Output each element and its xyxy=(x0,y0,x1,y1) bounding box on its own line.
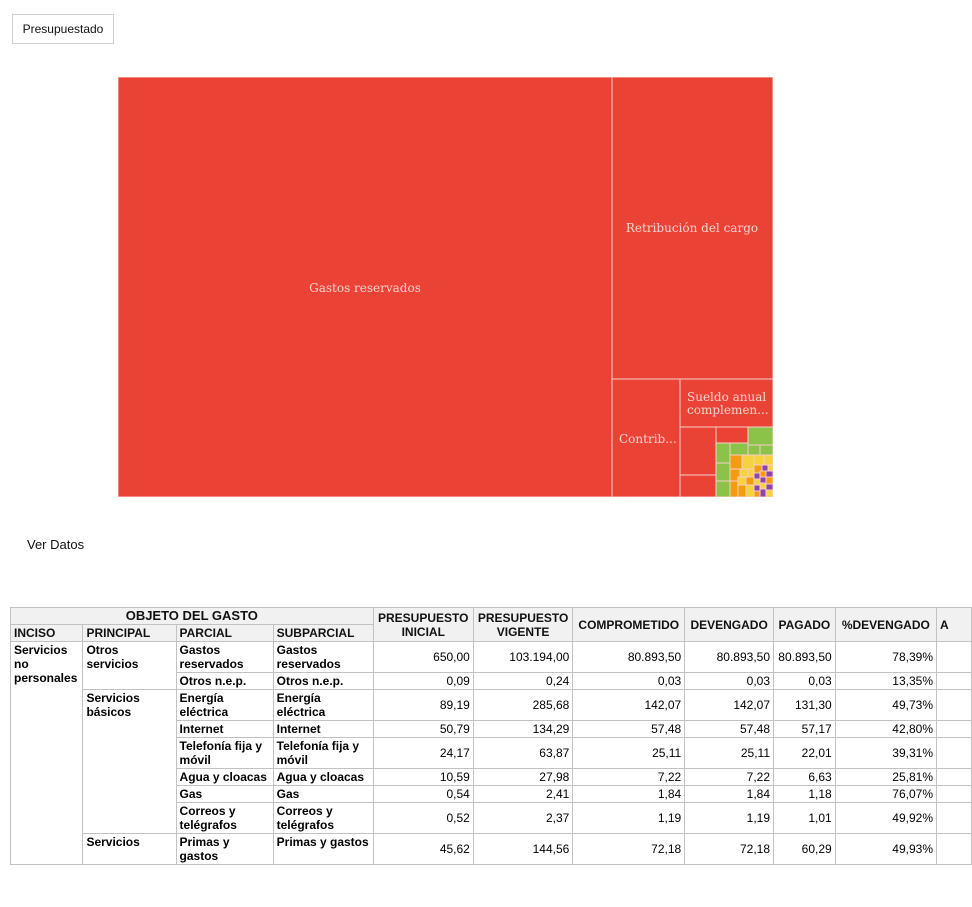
cell-comprometido: 7,22 xyxy=(573,769,685,786)
cell-extra xyxy=(937,769,972,786)
table-row xyxy=(11,690,972,721)
cell-presupuesto-vigente: 2,37 xyxy=(473,803,572,834)
cell-pagado: 0,03 xyxy=(774,673,836,690)
treemap-tile-small[interactable] xyxy=(716,427,748,443)
cell-extra xyxy=(937,690,972,721)
header-presupuesto-vigente[interactable]: PRESUPUESTO VIGENTE xyxy=(473,608,572,642)
cell-parcial: Gastos reservados xyxy=(176,642,273,673)
treemap-tile-small[interactable] xyxy=(738,477,746,485)
cell-pagado: 80.893,50 xyxy=(774,642,836,673)
cell-extra xyxy=(937,673,972,690)
cell-presupuesto-vigente: 285,68 xyxy=(473,690,572,721)
treemap-label-gastos-reservados: Gastos reservados xyxy=(309,281,421,295)
header-subparcial[interactable]: SUBPARCIAL xyxy=(273,625,373,642)
header-parcial[interactable]: PARCIAL xyxy=(176,625,273,642)
treemap-tile-small[interactable] xyxy=(760,477,766,483)
cell-pct-devengado: 78,39% xyxy=(835,642,936,673)
cell-subparcial: Energía eléctrica xyxy=(273,690,373,721)
cell-subparcial: Internet xyxy=(273,721,373,738)
treemap-tile-small[interactable] xyxy=(754,479,760,485)
cell-pagado: 1,18 xyxy=(774,786,836,803)
cell-pagado: 131,30 xyxy=(774,690,836,721)
cell-presupuesto-vigente: 103.194,00 xyxy=(473,642,572,673)
treemap-tile-small[interactable] xyxy=(754,485,760,491)
cell-presupuesto-vigente: 2,41 xyxy=(473,786,572,803)
header-presupuesto-inicial[interactable]: PRESUPUESTO INICIAL xyxy=(373,608,473,642)
data-table xyxy=(10,607,972,865)
cell-comprometido: 80.893,50 xyxy=(573,642,685,673)
header-extra-column[interactable]: A xyxy=(937,608,972,642)
cell-parcial: Energía eléctrica xyxy=(176,690,273,721)
header-objeto-del-gasto: OBJETO DEL GASTO xyxy=(11,608,374,625)
cell-pct-devengado: 49,93% xyxy=(835,834,936,865)
cell-presupuesto-inicial: 0,52 xyxy=(373,803,473,834)
cell-devengado: 1,19 xyxy=(685,803,774,834)
cell-presupuesto-inicial: 650,00 xyxy=(373,642,473,673)
cell-parcial: Internet xyxy=(176,721,273,738)
cell-devengado: 25,11 xyxy=(685,738,774,769)
cell-parcial: Primas y gastos xyxy=(176,834,273,865)
cell-presupuesto-inicial: 0,09 xyxy=(373,673,473,690)
treemap-tile-small[interactable] xyxy=(766,484,773,490)
cell-pct-devengado: 49,73% xyxy=(835,690,936,721)
presupuestado-toggle-button[interactable]: Presupuestado xyxy=(12,14,114,44)
cell-presupuesto-inicial: 10,59 xyxy=(373,769,473,786)
treemap-chart xyxy=(118,77,773,497)
cell-comprometido: 0,03 xyxy=(573,673,685,690)
cell-subparcial: Otros n.e.p. xyxy=(273,673,373,690)
cell-presupuesto-inicial: 0,54 xyxy=(373,786,473,803)
cell-parcial: Otros n.e.p. xyxy=(176,673,273,690)
cell-pct-devengado: 39,31% xyxy=(835,738,936,769)
treemap-tile-small[interactable] xyxy=(754,455,764,465)
treemap-tile-small[interactable] xyxy=(680,427,716,475)
treemap-tile-small[interactable] xyxy=(716,443,730,463)
cell-principal: Servicios xyxy=(83,834,176,865)
cell-subparcial: Primas y gastos xyxy=(273,834,373,865)
treemap-tile-small[interactable] xyxy=(730,443,748,455)
cell-devengado: 0,03 xyxy=(685,673,774,690)
cell-devengado: 7,22 xyxy=(685,769,774,786)
cell-extra xyxy=(937,834,972,865)
cell-comprometido: 25,11 xyxy=(573,738,685,769)
table-row xyxy=(11,834,972,865)
treemap-tile-small[interactable] xyxy=(738,485,746,497)
cell-comprometido: 142,07 xyxy=(573,690,685,721)
cell-extra xyxy=(937,721,972,738)
cell-subparcial: Telefonía fija y móvil xyxy=(273,738,373,769)
cell-presupuesto-vigente: 134,29 xyxy=(473,721,572,738)
header-comprometido[interactable]: COMPROMETIDO xyxy=(573,608,685,642)
treemap-label-retribucion-del-cargo: Retribución del cargo xyxy=(625,221,759,235)
treemap-tile-small[interactable] xyxy=(730,481,738,497)
cell-extra xyxy=(937,786,972,803)
treemap-tile-small[interactable] xyxy=(766,471,773,477)
header-principal[interactable]: PRINCIPAL xyxy=(83,625,176,642)
treemap-tile-small[interactable] xyxy=(766,477,773,484)
treemap-tile-small[interactable] xyxy=(748,427,773,445)
treemap-tile-small[interactable] xyxy=(764,455,773,465)
cell-comprometido: 1,19 xyxy=(573,803,685,834)
cell-pagado: 1,01 xyxy=(774,803,836,834)
treemap-label-sueldo-line2: complemen... xyxy=(687,403,769,417)
cell-parcial: Correos y telégrafos xyxy=(176,803,273,834)
treemap-tile-small[interactable] xyxy=(748,445,760,455)
cell-presupuesto-inicial: 24,17 xyxy=(373,738,473,769)
cell-pct-devengado: 25,81% xyxy=(835,769,936,786)
cell-pagado: 22,01 xyxy=(774,738,836,769)
header-pagado[interactable]: PAGADO xyxy=(774,608,836,642)
header-pct-devengado[interactable]: %DEVENGADO xyxy=(835,608,936,642)
table-row xyxy=(11,642,972,673)
treemap-tile-small[interactable] xyxy=(760,489,766,497)
cell-presupuesto-inicial: 45,62 xyxy=(373,834,473,865)
cell-pct-devengado: 49,92% xyxy=(835,803,936,834)
cell-pagado: 6,63 xyxy=(774,769,836,786)
ver-datos-link[interactable]: Ver Datos xyxy=(27,537,85,552)
header-inciso[interactable]: INCISO xyxy=(11,625,83,642)
treemap-tile-small[interactable] xyxy=(680,475,716,497)
cell-presupuesto-vigente: 63,87 xyxy=(473,738,572,769)
treemap-tile-small[interactable] xyxy=(762,465,768,471)
treemap-tile-small[interactable] xyxy=(746,477,754,485)
treemap-tile-small[interactable] xyxy=(768,465,773,471)
cell-subparcial: Gastos reservados xyxy=(273,642,373,673)
cell-extra xyxy=(937,738,972,769)
cell-presupuesto-vigente: 0,24 xyxy=(473,673,572,690)
cell-principal: Otros servicios xyxy=(83,642,176,690)
cell-comprometido: 72,18 xyxy=(573,834,685,865)
cell-pct-devengado: 13,35% xyxy=(835,673,936,690)
cell-comprometido: 1,84 xyxy=(573,786,685,803)
treemap-tile-small[interactable] xyxy=(742,455,754,469)
cell-devengado: 80.893,50 xyxy=(685,642,774,673)
treemap-tile-small[interactable] xyxy=(754,473,760,479)
cell-parcial: Agua y cloacas xyxy=(176,769,273,786)
cell-pct-devengado: 76,07% xyxy=(835,786,936,803)
cell-extra xyxy=(937,803,972,834)
treemap-tile-small[interactable] xyxy=(746,485,754,497)
cell-presupuesto-inicial: 50,79 xyxy=(373,721,473,738)
cell-subparcial: Gas xyxy=(273,786,373,803)
cell-pagado: 57,17 xyxy=(774,721,836,738)
treemap-tile-small[interactable] xyxy=(760,445,773,455)
cell-pct-devengado: 42,80% xyxy=(835,721,936,738)
cell-inciso: Servicios no personales xyxy=(11,642,83,865)
cell-subparcial: Agua y cloacas xyxy=(273,769,373,786)
cell-principal: Servicios básicos xyxy=(83,690,176,834)
cell-devengado: 57,48 xyxy=(685,721,774,738)
treemap-label-sueldo-line1: Sueldo anual xyxy=(687,390,767,404)
cell-extra xyxy=(937,642,972,673)
treemap-tile-small[interactable] xyxy=(754,491,760,497)
header-devengado[interactable]: DEVENGADO xyxy=(685,608,774,642)
cell-presupuesto-vigente: 27,98 xyxy=(473,769,572,786)
treemap-tile-small[interactable] xyxy=(740,469,748,477)
cell-comprometido: 57,48 xyxy=(573,721,685,738)
treemap-tile-small[interactable] xyxy=(730,455,742,469)
treemap-tile-small[interactable] xyxy=(716,463,730,481)
cell-pagado: 60,29 xyxy=(774,834,836,865)
treemap-label-contrib: Contrib... xyxy=(619,432,677,446)
cell-devengado: 142,07 xyxy=(685,690,774,721)
data-table-container[interactable] xyxy=(10,607,972,880)
cell-parcial: Gas xyxy=(176,786,273,803)
cell-devengado: 1,84 xyxy=(685,786,774,803)
treemap-tile-small[interactable] xyxy=(766,490,773,497)
treemap-tile-small[interactable] xyxy=(760,471,766,477)
cell-subparcial: Correos y telégrafos xyxy=(273,803,373,834)
cell-devengado: 72,18 xyxy=(685,834,774,865)
treemap-tile-small[interactable] xyxy=(760,483,766,489)
cell-parcial: Telefonía fija y móvil xyxy=(176,738,273,769)
table-header-row xyxy=(11,608,972,625)
cell-presupuesto-inicial: 89,19 xyxy=(373,690,473,721)
treemap-tile-small[interactable] xyxy=(716,481,730,497)
cell-presupuesto-vigente: 144,56 xyxy=(473,834,572,865)
